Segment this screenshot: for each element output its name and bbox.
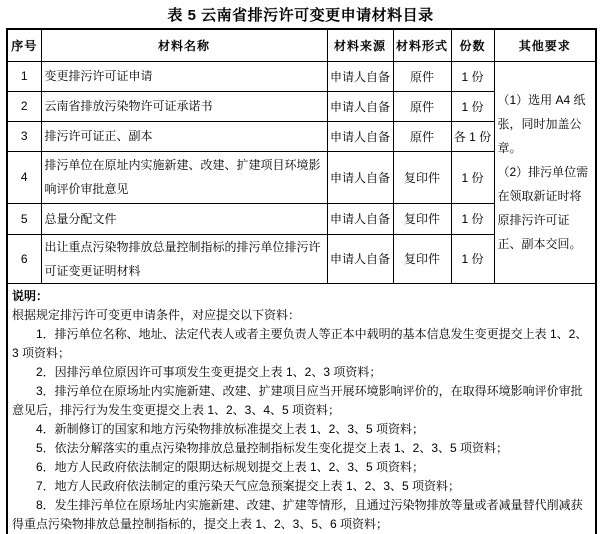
row-number-cell: 2 bbox=[7, 91, 41, 121]
material-form-cell: 复印件 bbox=[393, 203, 451, 234]
column-header-material-name: 材料名称 bbox=[41, 29, 327, 61]
material-name-cell: 云南省排放污染物许可证承诺书 bbox=[41, 91, 327, 121]
note-item: 5．依法分解落实的重点污染物排放总量控制指标发生变化提交上表 1、2、3、5 项资料； bbox=[36, 440, 509, 455]
notes-row bbox=[7, 283, 596, 534]
material-form-cell: 复印件 bbox=[393, 151, 451, 203]
material-form-cell: 原件 bbox=[393, 61, 451, 91]
row-number-cell: 6 bbox=[7, 234, 41, 283]
material-name-cell: 出让重点污染物排放总量控制指标的排污单位排污许可证变更证明材料 bbox=[41, 234, 327, 283]
other-requirements-cell bbox=[494, 61, 596, 283]
column-header-other-requirements: 其他要求 bbox=[494, 29, 596, 61]
page-title: 表 5 云南省排污许可变更申请材料目录 bbox=[167, 7, 434, 24]
other-requirement-item: （1）选用 A4 纸张，同时加盖公章。 bbox=[497, 93, 586, 155]
copies-cell: 1 份 bbox=[451, 234, 494, 283]
material-source-cell: 申请人自备 bbox=[327, 121, 393, 151]
material-name-cell: 变更排污许可证申请 bbox=[41, 61, 327, 91]
copies-cell: 1 份 bbox=[451, 151, 494, 203]
row-number-cell: 3 bbox=[7, 121, 41, 151]
other-requirement-item: （2）排污单位需在领取新证时将原排污许可证正、副本交回。 bbox=[497, 165, 589, 251]
material-form-cell: 原件 bbox=[393, 91, 451, 121]
note-item: 4．新制修订的国家和地方污染物排放标准提交上表 1、2、3、5 项资料； bbox=[36, 421, 425, 436]
note-item: 3．排污单位在原场址内实施新建、改建、扩建项目应当开展环境影响评价的，在取得环境影响评价审批意见后，排污行为发生变更提交上表 1、2、3、4、5 项资料； bbox=[12, 383, 583, 417]
column-header-material-source: 材料来源 bbox=[327, 29, 393, 61]
material-source-cell: 申请人自备 bbox=[327, 234, 393, 283]
materials-table bbox=[6, 28, 597, 534]
material-form-cell: 原件 bbox=[393, 121, 451, 151]
table-header-row bbox=[7, 29, 596, 61]
notes-label: 说明： bbox=[12, 288, 49, 303]
note-item: 8．发生排污单位在原场址内实施新建、改建、扩建等情形，且通过污染物排放等量或者减量替代削减获得重点污染物排放总量控制指标的，提交上表 1、2、3、5、6 项资料； bbox=[12, 497, 583, 531]
notes-intro: 根据规定排污许可变更申请条件，对应提交以下资料： bbox=[12, 307, 301, 322]
row-number-cell: 5 bbox=[7, 203, 41, 234]
note-item: 7．地方人民政府依法制定的重污染天气应急预案提交上表 1、2、3、5 项资料； bbox=[36, 478, 461, 493]
copies-cell: 各 1 份 bbox=[451, 121, 494, 151]
column-header-copies: 份数 bbox=[451, 29, 494, 61]
notes-section bbox=[7, 283, 596, 534]
column-header-material-form: 材料形式 bbox=[393, 29, 451, 61]
material-source-cell: 申请人自备 bbox=[327, 91, 393, 121]
column-header-no: 序号 bbox=[7, 29, 41, 61]
copies-cell: 1 份 bbox=[451, 91, 494, 121]
copies-cell: 1 份 bbox=[451, 203, 494, 234]
row-number-cell: 1 bbox=[7, 61, 41, 91]
material-name-cell: 排污单位在原址内实施新建、改建、扩建项目环境影响评价审批意见 bbox=[41, 151, 327, 203]
row-number-cell: 4 bbox=[7, 151, 41, 203]
material-name-cell: 总量分配文件 bbox=[41, 203, 327, 234]
material-source-cell: 申请人自备 bbox=[327, 61, 393, 91]
note-item: 2．因排污单位原因许可事项发生变更提交上表 1、2、3 项资料； bbox=[36, 364, 382, 379]
material-form-cell: 复印件 bbox=[393, 234, 451, 283]
table-row bbox=[7, 61, 596, 91]
material-source-cell: 申请人自备 bbox=[327, 151, 393, 203]
material-source-cell: 申请人自备 bbox=[327, 203, 393, 234]
material-name-cell: 排污许可证正、副本 bbox=[41, 121, 327, 151]
note-item: 6．地方人民政府依法制定的限期达标规划提交上表 1、2、3、5 项资料； bbox=[36, 459, 425, 474]
note-item: 1．排污单位名称、地址、法定代表人或者主要负责人等正本中载明的基本信息发生变更提交上表 1、2、3 项资料； bbox=[12, 326, 588, 360]
copies-cell: 1 份 bbox=[451, 61, 494, 91]
